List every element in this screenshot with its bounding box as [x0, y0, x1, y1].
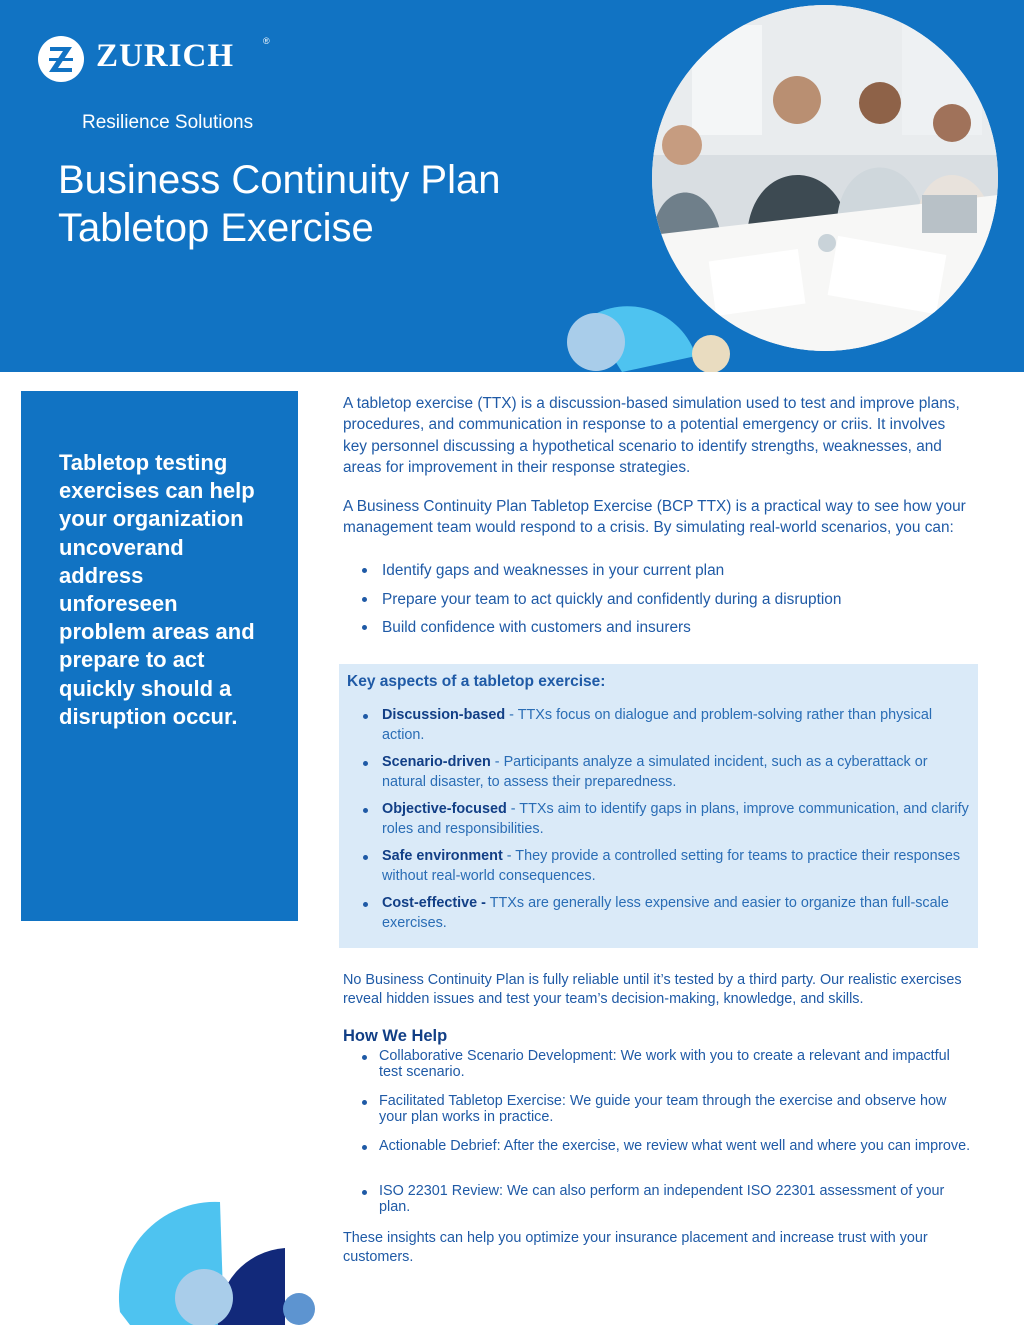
aspect-text: - TTXs aim to identify gaps in plans, improve communication, and clarify roles and responsibilities.	[382, 801, 969, 837]
callout-text: Tabletop testing exercises can help your organization uncoverand address unforeseen problem areas and prepare to act quickly should a disruption occur.	[59, 450, 255, 729]
bullet-icon	[362, 568, 367, 573]
aspect-term: Scenario-driven	[382, 754, 491, 771]
list-item	[343, 589, 968, 618]
aspect-text: TTXs are generally less expensive and easier to organize than full-scale exercises.	[382, 895, 949, 931]
decorative-shapes-bottom	[100, 1190, 330, 1325]
key-aspects-title: Key aspects of a tabletop exercise:	[347, 673, 606, 690]
list-item	[343, 1139, 973, 1184]
how-we-help-title: How We Help	[343, 1027, 448, 1045]
bullet-icon	[363, 808, 368, 813]
key-aspects-list	[339, 706, 969, 941]
closing-paragraph: No Business Continuity Plan is fully reliable until it’s tested by a third party. Our realistic exercises reveal hidden issues and test your team’s decision-making, knowledge, and skills.	[343, 972, 962, 1007]
brand-name: ZURICH	[96, 38, 235, 74]
list-item	[339, 753, 969, 800]
benefits-list	[343, 560, 968, 646]
bullet-icon	[363, 761, 368, 766]
hero-banner	[0, 0, 1024, 372]
zurich-z-logo-icon	[38, 36, 84, 82]
list-item	[343, 1049, 973, 1094]
key-aspects-panel	[339, 664, 978, 948]
aspect-text: - TTXs focus on dialogue and problem-solving rather than physical action.	[382, 707, 933, 743]
list-item-text: Facilitated Tabletop Exercise: We guide your team through the exercise and observe how your plan works in practice.	[379, 1093, 947, 1125]
list-item	[343, 1184, 973, 1229]
list-item	[339, 894, 969, 941]
list-item-text: Prepare your team to act quickly and confidently during a disruption	[382, 590, 842, 608]
list-item-text: Build confidence with customers and insurers	[382, 619, 691, 636]
list-item-text: ISO 22301 Review: We can also perform an independent ISO 22301 assessment of your plan.	[379, 1183, 945, 1215]
aspect-term: Safe environment	[382, 848, 503, 865]
aspect-text: - Participants analyze a simulated incident, such as a cyberattack or natural disaster, to assess their preparedness.	[382, 754, 928, 790]
intro-paragraph-1: A tabletop exercise (TTX) is a discussion-based simulation used to test and improve plans, procedures, and communication in response to a potential emergency or criis. It involves key personnel discussing a hypothetical scenario to identify strengths, weaknesses, and areas for improvement in their response strategies.	[343, 395, 960, 476]
aspect-term: Objective-focused	[382, 801, 507, 818]
bullet-icon	[362, 1145, 367, 1150]
list-item	[339, 800, 969, 847]
list-item-text: Actionable Debrief: After the exercise, we review what went well and where you can improve.	[379, 1138, 971, 1154]
callout-panel	[21, 391, 298, 921]
list-item	[343, 560, 968, 589]
bullet-icon	[362, 1055, 367, 1060]
aspect-term: Discussion-based	[382, 707, 506, 723]
list-item	[339, 706, 969, 753]
aspect-text: - They provide a controlled setting for teams to practice their responses without real-world consequences.	[382, 848, 961, 884]
bullet-icon	[363, 902, 368, 907]
list-item	[343, 1094, 973, 1139]
bullet-icon	[363, 855, 368, 860]
intro-paragraph-2: A Business Continuity Plan Tabletop Exercise (BCP TTX) is a practical way to see how your management team would respond to a crisis. By simulating real-world scenarios, you can:	[343, 498, 966, 537]
bullet-icon	[362, 1100, 367, 1105]
aspect-term: Cost-effective -	[382, 895, 486, 912]
bullet-icon	[363, 714, 368, 719]
registered-mark: ®	[263, 36, 270, 46]
page-title-line-2: Tabletop Exercise	[58, 206, 374, 250]
bullet-icon	[362, 597, 367, 602]
bullet-icon	[362, 1190, 367, 1195]
how-we-help-list	[343, 1049, 973, 1229]
list-item	[339, 847, 969, 894]
page-title	[58, 156, 500, 252]
list-item-text: Identify gaps and weaknesses in your current plan	[382, 562, 725, 579]
list-item-text: Collaborative Scenario Development: We work with you to create a relevant and impactful test scenario.	[379, 1048, 950, 1080]
bullet-icon	[362, 625, 367, 630]
footer-paragraph: These insights can help you optimize your insurance placement and increase trust with your customers.	[343, 1230, 928, 1266]
list-item	[343, 617, 968, 646]
decorative-shapes-top	[560, 270, 740, 372]
brand-subtitle: Resilience Solutions	[82, 112, 254, 133]
page-title-line-1: Business Continuity Plan	[58, 158, 501, 202]
